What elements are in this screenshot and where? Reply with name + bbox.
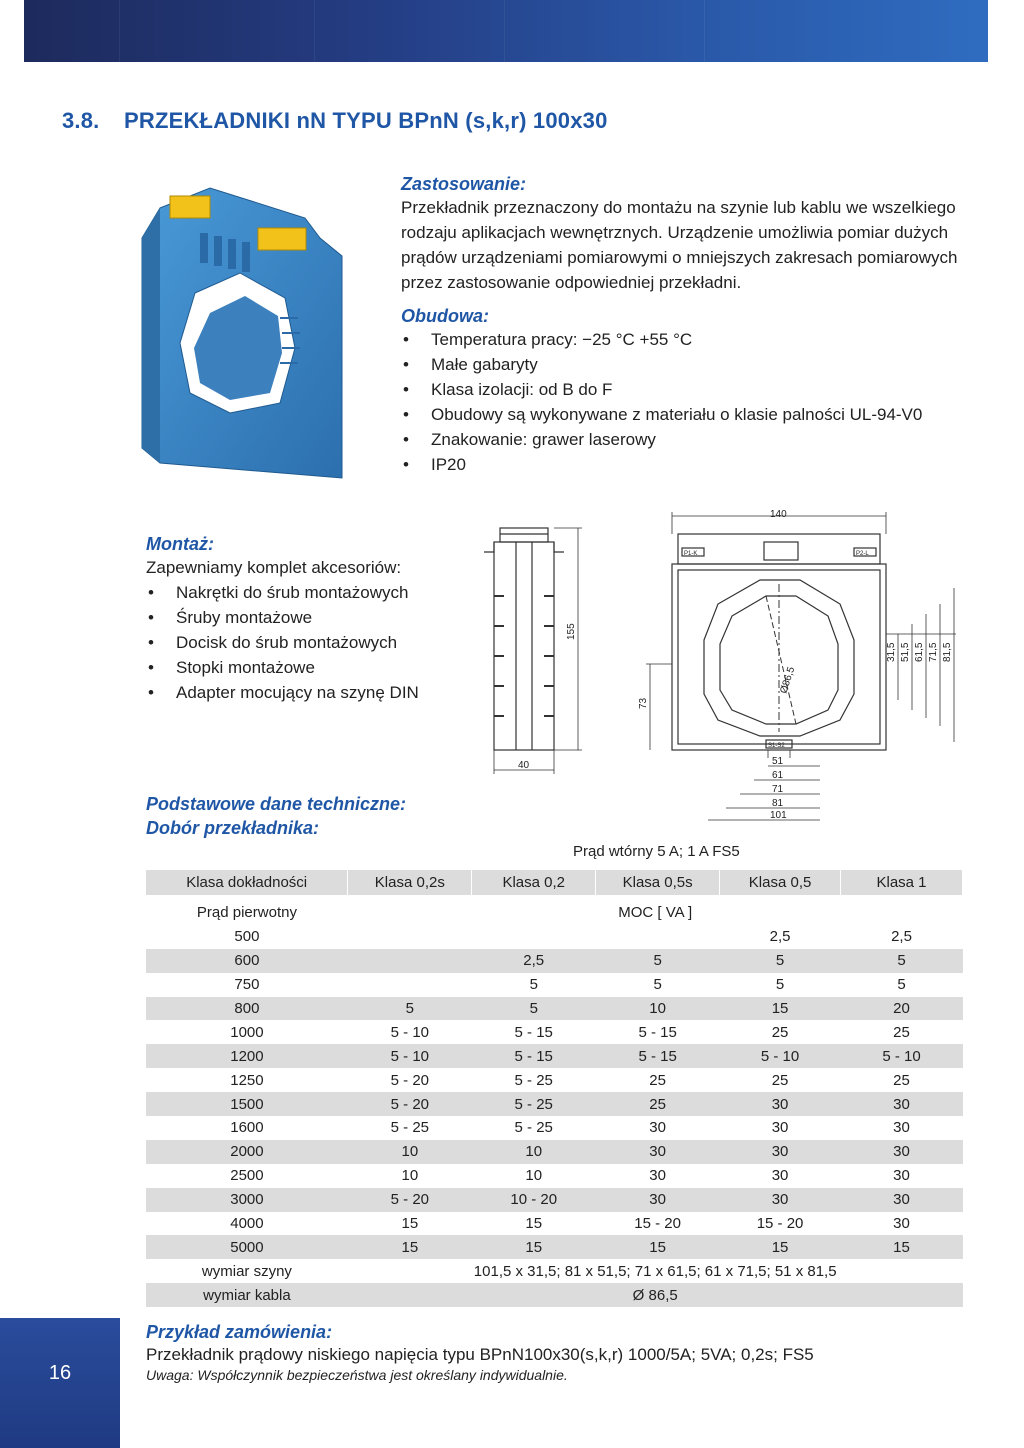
list-item: • Znakowanie: grawer laserowy bbox=[401, 427, 981, 452]
header-band bbox=[24, 0, 988, 62]
table-cell: 25 bbox=[893, 1071, 910, 1089]
dim-vertical: 71,5 bbox=[928, 642, 939, 662]
product-photo bbox=[130, 178, 350, 483]
table-cell-primary: 3000 bbox=[146, 1188, 348, 1212]
zastosowanie-line: rodzaju aplikacjach wewnętrznych. Urządzenie umożliwia pomiar dużych bbox=[401, 223, 949, 242]
table-cell: 30 bbox=[893, 1167, 910, 1185]
zastosowanie-title: Zastosowanie: bbox=[401, 174, 527, 194]
zastosowanie-section bbox=[401, 174, 981, 295]
table-cell: 25 bbox=[893, 1023, 910, 1041]
table-cell: 5 bbox=[529, 976, 538, 994]
table-cell bbox=[348, 925, 472, 949]
dim-diameter: Ø86,5 bbox=[778, 665, 798, 695]
table-cell: 15 bbox=[401, 1215, 419, 1233]
header-band-segment bbox=[119, 0, 215, 62]
table-cell: 5 - 10 bbox=[348, 1044, 472, 1068]
list-item: • Temperatura pracy: −25 °C +55 °C bbox=[401, 327, 981, 352]
dim-horizontal: 101 bbox=[770, 810, 787, 821]
table-cell: 5 bbox=[841, 949, 963, 973]
table-cell: 10 bbox=[525, 1167, 543, 1185]
table-cell: 30 bbox=[841, 1092, 963, 1116]
spec-table bbox=[146, 870, 963, 1307]
table-cell: 2,5 bbox=[769, 928, 791, 946]
table-cell: 5 bbox=[348, 997, 472, 1021]
list-item: • IP20 bbox=[401, 452, 981, 477]
dim-height: 155 bbox=[566, 623, 577, 640]
table-row-wymiar-szyny bbox=[146, 1259, 963, 1283]
table-header-cell: Klasa 0,5s bbox=[596, 870, 720, 895]
header-band-segment bbox=[314, 0, 415, 62]
zastosowanie-line: przez zastosowanie odpowiedniej przekładni. bbox=[401, 273, 742, 292]
podstawowe-section bbox=[146, 792, 466, 840]
table-cell-primary: 1500 bbox=[146, 1092, 348, 1116]
section-number: 3.8. bbox=[62, 108, 100, 133]
table-header-cell: Klasa 0,2s bbox=[348, 870, 472, 895]
table-row bbox=[146, 1188, 963, 1212]
table-cell: 30 bbox=[893, 1119, 910, 1137]
table-row bbox=[146, 1044, 963, 1068]
table-cell: 30 bbox=[596, 1140, 720, 1164]
list-item: • Obudowy są wykonywane z materiału o klasie palności UL-94-V0 bbox=[401, 402, 981, 427]
dim-horizontal: 71 bbox=[772, 784, 784, 795]
table-row bbox=[146, 997, 963, 1021]
table-cell: 5 - 20 bbox=[390, 1071, 429, 1089]
front-view-drawing bbox=[636, 504, 966, 824]
montaz-section bbox=[146, 534, 466, 705]
obudowa-section bbox=[401, 306, 981, 477]
table-cell: 15 - 20 bbox=[634, 1215, 681, 1233]
dim-horizontal: 51 bbox=[772, 756, 784, 767]
table-cell: 30 bbox=[771, 1167, 789, 1185]
order-section bbox=[146, 1322, 986, 1383]
table-row bbox=[146, 973, 963, 997]
table-cell: 15 bbox=[720, 1235, 841, 1259]
table-cell: 30 bbox=[893, 1215, 910, 1233]
table-row bbox=[146, 1140, 963, 1164]
terminal-yellow-left bbox=[170, 196, 210, 218]
list-item: • Nakrętki do śrub montażowych bbox=[146, 580, 466, 605]
table-cell: 5 - 15 bbox=[472, 1044, 596, 1068]
table-cell: 15 bbox=[720, 997, 841, 1021]
table-cell: 101,5 x 31,5; 81 x 51,5; 71 x 61,5; 61 x 71,5; 51 x 81,5 bbox=[473, 1262, 837, 1280]
table-cell-primary: 600 bbox=[146, 949, 348, 973]
table-cell: 5 bbox=[897, 976, 906, 994]
dobor-title: Dobór przekładnika: bbox=[146, 818, 320, 838]
list-item: • Małe gabaryty bbox=[401, 352, 981, 377]
table-cell: 5 - 15 bbox=[596, 1044, 720, 1068]
section-title: PRZEKŁADNIKI nN TYPU BPnN (s,k,r) 100x30 bbox=[124, 108, 608, 133]
table-row bbox=[146, 949, 963, 973]
dim-width: 40 bbox=[518, 760, 530, 771]
table-cell bbox=[472, 925, 596, 949]
table-row bbox=[146, 1235, 963, 1259]
table-cell: 5 - 25 bbox=[514, 1119, 553, 1137]
table-subheader-row bbox=[146, 901, 963, 925]
table-cell-primary: 500 bbox=[234, 928, 260, 946]
zastosowanie-line: prądów urządzeniami pomiarowymi o mniejszych zakresach pomiarowych bbox=[401, 248, 958, 267]
table-cell: 5 - 10 bbox=[390, 1023, 429, 1041]
table-row bbox=[146, 1068, 963, 1092]
table-cell-primary: 800 bbox=[146, 997, 348, 1021]
table-row bbox=[146, 1164, 963, 1188]
dim-vertical: 81,5 bbox=[942, 642, 953, 662]
table-cell: 5 bbox=[653, 976, 662, 994]
table-cell: 30 bbox=[720, 1140, 841, 1164]
dim-horizontal: 61 bbox=[772, 770, 784, 781]
table-cell: 15 bbox=[596, 1235, 720, 1259]
table-cell: 5 - 15 bbox=[638, 1023, 677, 1041]
table-cell: wymiar szyny bbox=[201, 1262, 292, 1280]
table-header-row bbox=[146, 870, 963, 895]
table-cell: 5 - 10 bbox=[720, 1044, 841, 1068]
order-title: Przykład zamówienia: bbox=[146, 1322, 333, 1342]
table-header-cell: Klasa dokładności bbox=[146, 870, 348, 895]
table-cell: 30 bbox=[596, 1188, 720, 1212]
zastosowanie-line: Przekładnik przeznaczony do montażu na szynie lub kablu we wszelkiego bbox=[401, 198, 956, 217]
table-cell-primary: 750 bbox=[234, 976, 260, 994]
table-caption: Prąd wtórny 5 A; 1 A FS5 bbox=[573, 843, 740, 860]
table-cell bbox=[348, 949, 472, 973]
table-cell-primary: 2000 bbox=[146, 1140, 348, 1164]
dim-width: 140 bbox=[770, 509, 787, 520]
table-cell: 25 bbox=[771, 1071, 789, 1089]
order-note: Uwaga: Współczynnik bezpieczeństwa jest określany indywidualnie. bbox=[146, 1367, 568, 1383]
table-cell: wymiar kabla bbox=[146, 1283, 348, 1307]
table-cell: 5 - 25 bbox=[390, 1119, 429, 1137]
obudowa-title: Obudowa: bbox=[401, 306, 489, 326]
table-cell: 30 bbox=[771, 1119, 789, 1137]
table-cell: 30 bbox=[841, 1188, 963, 1212]
table-cell: 10 bbox=[401, 1167, 419, 1185]
table-cell: 10 bbox=[472, 1140, 596, 1164]
terminal-yellow-right bbox=[258, 228, 306, 250]
table-cell: 30 bbox=[649, 1167, 666, 1185]
table-cell-primary: 1200 bbox=[146, 1044, 348, 1068]
table-row bbox=[146, 1116, 963, 1140]
table-cell: 15 bbox=[525, 1215, 543, 1233]
table-cell: 15 - 20 bbox=[756, 1215, 804, 1233]
table-cell: 25 bbox=[649, 1071, 666, 1089]
order-text: Przekładnik prądowy niskiego napięcia typu BPnN100x30(s,k,r) 1000/5A; 5VA; 0,2s; FS5 bbox=[146, 1345, 814, 1364]
table-cell: 25 bbox=[771, 1023, 789, 1041]
table-cell-primary: 4000 bbox=[230, 1215, 264, 1233]
table-row bbox=[146, 1020, 963, 1044]
table-cell-primary: 1600 bbox=[230, 1119, 264, 1137]
table-cell: 5 - 15 bbox=[514, 1023, 553, 1041]
list-item: • Docisk do śrub montażowych bbox=[146, 630, 466, 655]
obudowa-list bbox=[401, 327, 981, 477]
podstawowe-title: Podstawowe dane techniczne: bbox=[146, 794, 407, 814]
table-cell: 5 - 25 bbox=[514, 1071, 553, 1089]
page-number: 16 bbox=[48, 1362, 72, 1384]
header-band-segment bbox=[704, 0, 805, 62]
table-cell bbox=[596, 925, 720, 949]
table-cell-primary: 1000 bbox=[230, 1023, 264, 1041]
terminal-label-left: P1-K bbox=[684, 551, 698, 557]
table-row bbox=[146, 1212, 963, 1236]
table-cell: 2,5 bbox=[472, 949, 596, 973]
table-cell: 5 bbox=[596, 949, 720, 973]
table-row bbox=[146, 925, 963, 949]
table-cell: 15 bbox=[841, 1235, 963, 1259]
table-row bbox=[146, 1092, 963, 1116]
table-cell: 2,5 bbox=[891, 928, 912, 946]
table-cell: 5 - 10 bbox=[841, 1044, 963, 1068]
side-view-drawing bbox=[470, 516, 590, 778]
table-cell: 5 - 20 bbox=[348, 1092, 472, 1116]
list-item: • Śruby montażowe bbox=[146, 605, 466, 630]
table-cell: 15 bbox=[472, 1235, 596, 1259]
list-item: • Stopki montażowe bbox=[146, 655, 466, 680]
table-cell-primary: 1250 bbox=[230, 1071, 264, 1089]
header-band-segment bbox=[504, 0, 605, 62]
table-cell: 5 bbox=[472, 997, 596, 1021]
montaz-list bbox=[146, 580, 466, 705]
table-header-cell: Klasa 1 bbox=[841, 870, 963, 895]
table-header-cell: Klasa 0,5 bbox=[720, 870, 841, 895]
table-cell: 15 bbox=[348, 1235, 472, 1259]
table-cell-primary: 2500 bbox=[230, 1167, 264, 1185]
table-cell: 10 bbox=[596, 997, 720, 1021]
dim-horizontal: 81 bbox=[772, 798, 784, 809]
table-cell-primary: 5000 bbox=[146, 1235, 348, 1259]
table-cell: 30 bbox=[720, 1092, 841, 1116]
table-header-cell: Klasa 0,2 bbox=[472, 870, 596, 895]
table-cell: Ø 86,5 bbox=[348, 1283, 963, 1307]
terminal-label-bottom: S1-S2 bbox=[768, 743, 785, 749]
montaz-title: Montaż: bbox=[146, 534, 214, 554]
table-cell: 20 bbox=[841, 997, 963, 1021]
table-cell: 30 bbox=[649, 1119, 666, 1137]
table-subheader-left: Prąd pierwotny bbox=[196, 904, 297, 922]
table-cell bbox=[348, 973, 472, 997]
table-cell: 5 - 20 bbox=[348, 1188, 472, 1212]
table-cell: 5 bbox=[775, 976, 785, 994]
montaz-intro: Zapewniamy komplet akcesoriów: bbox=[146, 558, 402, 577]
table-row-wymiar-kabla bbox=[146, 1283, 963, 1307]
list-item: • Klasa izolacji: od B do F bbox=[401, 377, 981, 402]
dim-vertical: 61,5 bbox=[914, 642, 925, 662]
dim-height: 73 bbox=[638, 697, 649, 709]
list-item: • Adapter mocujący na szynę DIN bbox=[146, 680, 466, 705]
terminal-label-right: P2-L bbox=[856, 551, 869, 557]
table-cell: 30 bbox=[720, 1188, 841, 1212]
table-cell: 10 bbox=[348, 1140, 472, 1164]
table-cell: 30 bbox=[841, 1140, 963, 1164]
table-cell: 5 bbox=[720, 949, 841, 973]
dim-vertical: 51,5 bbox=[900, 642, 911, 662]
table-cell: 25 bbox=[596, 1092, 720, 1116]
table-cell: 5 - 25 bbox=[472, 1092, 596, 1116]
page-title bbox=[62, 108, 608, 134]
table-subheader-right: MOC [ VA ] bbox=[618, 904, 693, 922]
table-cell: 10 - 20 bbox=[472, 1188, 596, 1212]
dim-vertical: 31,5 bbox=[886, 642, 897, 662]
